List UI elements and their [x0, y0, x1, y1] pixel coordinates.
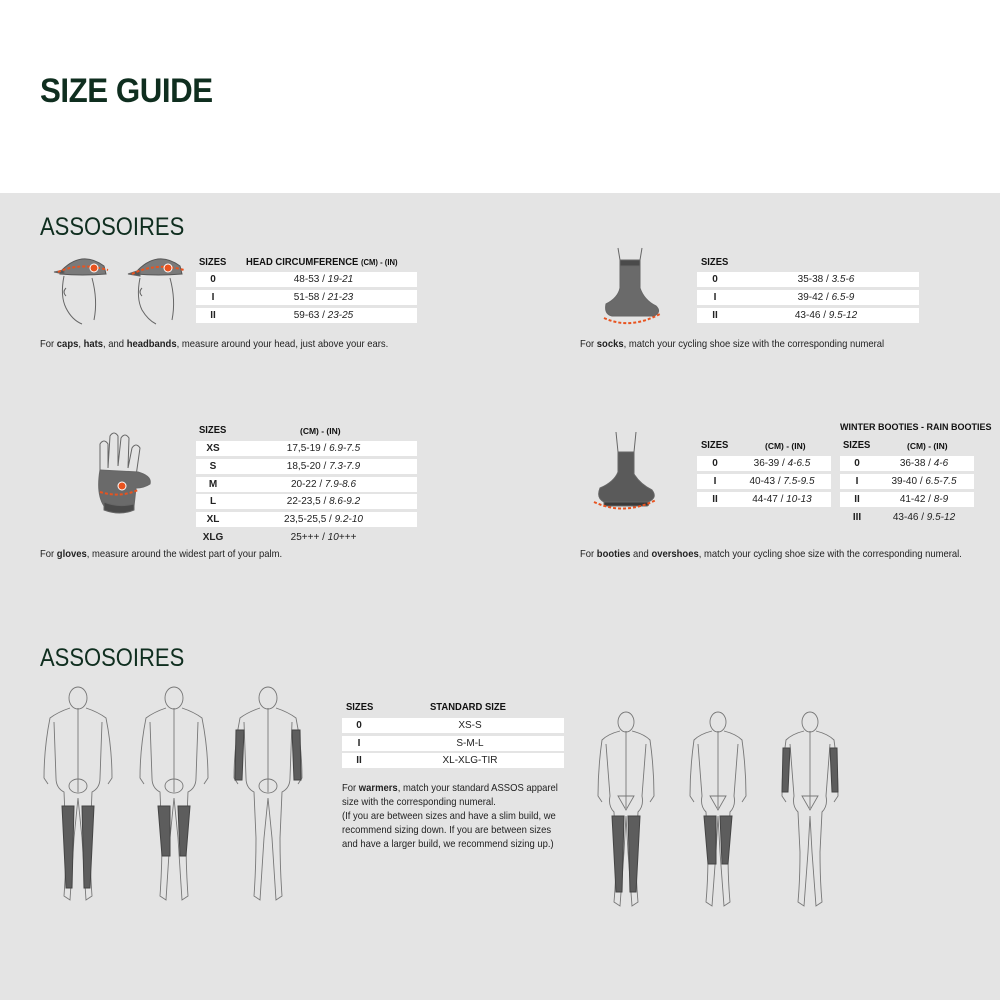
head-row [196, 308, 417, 323]
head-size-cell: I [211, 292, 215, 303]
sock-illustration [596, 248, 666, 330]
section-title-accessories: ASSOSOIRES [40, 213, 185, 241]
head-row [196, 272, 417, 287]
gloves-size-cell: XL [206, 514, 220, 526]
socks-value-cell: 35-38 / 3.5-6 [797, 274, 855, 285]
glove-illustration [90, 432, 165, 522]
head-col-sizes: SIZES [199, 256, 227, 268]
winter-col-sizes: SIZES [843, 439, 871, 451]
winter-value-cell: 43-46 / 9.5-12 [892, 512, 956, 523]
head-row [196, 290, 417, 305]
head-value-cell: 51-58 / 21-23 [293, 292, 354, 303]
booties-col-sizes: SIZES [701, 439, 729, 451]
winter-booties-title: WINTER BOOTIES - RAIN BOOTIES [840, 422, 992, 432]
warmers-value-cell: XL-XLG-TIR [442, 755, 498, 766]
head-col-measure-label: HEAD CIRCUMFERENCE [246, 256, 359, 268]
warmers-size-cell: I [357, 737, 361, 749]
bootie-illustration [590, 432, 662, 514]
socks-row [697, 308, 919, 323]
warmers-row [342, 736, 564, 751]
head-value-cell: 48-53 / 19-21 [293, 274, 354, 285]
booties-row [697, 456, 831, 471]
booties-value-cell: 40-43 / 7.5-9.5 [749, 476, 815, 487]
warmers-col-sizes: SIZES [346, 701, 374, 713]
warmers-value-cell: XS-S [458, 720, 482, 731]
booties-col-unit: (CM) - (IN) [765, 441, 806, 451]
gloves-value-cell: 22-23,5 / 8.6-9.2 [286, 496, 361, 508]
gloves-value-cell: 20-22 / 7.9-8.6 [290, 478, 357, 490]
booties-size-cell: I [713, 476, 717, 487]
gloves-row [196, 459, 417, 474]
gloves-row [196, 512, 417, 527]
booties-size-cell: II [712, 494, 718, 505]
warmers-size-cell: II [356, 755, 362, 766]
winter-size-cell: III [852, 512, 862, 523]
head-value-cell: 59-63 / 23-25 [293, 310, 354, 321]
socks-row [697, 272, 919, 287]
socks-row [697, 290, 919, 305]
head-size-cell: 0 [210, 274, 216, 285]
booties-value-cell: 36-39 / 4-6.5 [753, 458, 811, 469]
page-title: SIZE GUIDE [40, 72, 213, 110]
gloves-size-cell: L [209, 496, 217, 508]
gloves-value-cell: 23,5-25,5 / 9.2-10 [284, 514, 363, 526]
gloves-value-cell: 18,5-20 / 7.3-7.9 [286, 460, 361, 472]
head-col-measure [246, 256, 398, 268]
head-col-unit: (CM) - (IN) [360, 257, 398, 267]
winter-col-unit: (CM) - (IN) [907, 441, 948, 451]
booties-note: For booties and overshoes, match your cycling shoe size with the corresponding numeral. [580, 548, 962, 560]
gloves-size-cell: S [209, 460, 217, 472]
gloves-value-cell: 25+++ / 10+++ [290, 532, 357, 543]
warmers-note: For warmers, match your standard ASSOS apparel size with the corresponding numeral. (If you are between sizes and have a slim build, we recommend sizing down. If you are between sizes and have a larger build, we recommend sizing up.) [342, 782, 558, 850]
warmers-size-cell: 0 [356, 720, 362, 731]
socks-size-cell: 0 [712, 274, 718, 285]
gloves-row [196, 477, 417, 492]
winter-row [840, 474, 974, 489]
socks-value-cell: 43-46 / 9.5-12 [794, 310, 858, 321]
winter-value-cell: 36-38 / 4-6 [899, 458, 949, 469]
booties-row [697, 474, 831, 489]
winter-row [840, 456, 974, 471]
gloves-size-cell: XLG [202, 532, 224, 543]
male-figures-illustration [40, 688, 320, 910]
warmers-col-std: STANDARD SIZE [430, 701, 506, 713]
winter-row [840, 492, 974, 507]
booties-size-cell: 0 [712, 458, 718, 469]
head-note: For caps, hats, and headbands, measure around your head, just above your ears. [40, 338, 389, 350]
section-title-warmers: ASSOSOIRES [40, 644, 185, 672]
winter-size-cell: II [854, 494, 860, 505]
gloves-size-cell: XS [206, 443, 220, 454]
head-size-cell: II [210, 310, 216, 321]
warmers-row [342, 753, 564, 768]
socks-value-cell: 39-42 / 6.5-9 [797, 292, 855, 303]
socks-size-cell: I [713, 292, 717, 303]
gloves-row [196, 494, 417, 509]
gloves-row [196, 530, 417, 545]
socks-size-cell: II [712, 310, 718, 321]
head-cap-illustration [52, 248, 192, 328]
winter-size-cell: 0 [854, 458, 860, 469]
gloves-note: For gloves, measure around the widest part of your palm. [40, 548, 283, 560]
socks-col-sizes: SIZES [701, 256, 729, 268]
gloves-row [196, 441, 417, 456]
gloves-size-cell: M [208, 478, 218, 490]
female-figures-illustration [596, 712, 866, 912]
gloves-value-cell: 17,5-19 / 6.9-7.5 [286, 443, 361, 454]
winter-value-cell: 41-42 / 8-9 [899, 494, 949, 505]
booties-value-cell: 44-47 / 10-13 [752, 494, 812, 505]
winter-value-cell: 39-40 / 6.5-7.5 [891, 476, 957, 487]
gloves-col-sizes: SIZES [199, 424, 227, 436]
warmers-row [342, 718, 564, 733]
socks-note: For socks, match your cycling shoe size with the corresponding numeral [580, 338, 885, 350]
booties-row [697, 492, 831, 507]
winter-size-cell: I [855, 476, 859, 487]
warmers-value-cell: S-M-L [456, 737, 484, 749]
gloves-col-unit: (CM) - (IN) [300, 426, 341, 436]
winter-row [840, 510, 974, 525]
